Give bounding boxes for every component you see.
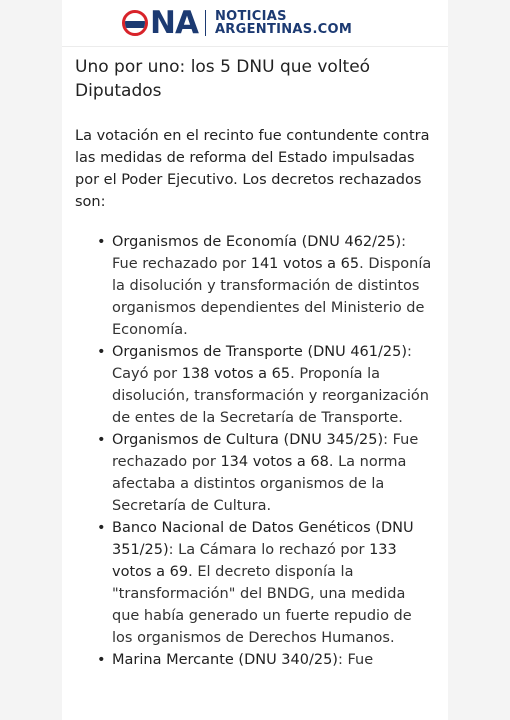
decree-votes: 134 votos a 68	[220, 454, 329, 470]
decree-name: Organismos de Transporte (DNU 461/25)	[112, 344, 408, 360]
decree-description: . Proponía la disolución, transformación y reorganización de entes de la Secretaría de Transporte.	[112, 366, 429, 426]
site-header[interactable]	[62, 0, 448, 47]
decree-pre: : Cayó por	[112, 344, 412, 382]
list-item	[112, 649, 436, 671]
logo-mark: NA	[150, 4, 198, 41]
decree-pre: : La Cámara lo rechazó por	[168, 542, 370, 558]
list-item	[112, 517, 436, 649]
decree-name: Organismos de Economía (DNU 462/25)	[112, 234, 402, 250]
list-item	[112, 429, 436, 517]
logo-line-2: ARGENTINAS.COM	[214, 22, 353, 37]
list-item	[112, 231, 436, 341]
decree-pre: : Fue rechazado por	[112, 234, 407, 272]
article-page	[62, 0, 448, 720]
decree-name: Organismos de Cultura (DNU 345/25)	[112, 432, 384, 448]
logo-globe-icon	[122, 10, 148, 36]
decree-description: . El decreto disponía la "transformación" del BNDG, una medida que había generado un fuerte repudio de los organismos de Derechos Humanos.	[112, 564, 412, 646]
decree-name: Banco Nacional de Datos Genéticos (DNU 351/25)	[112, 520, 414, 558]
decree-description: . La norma afectaba a distintos organismos de la Secretaría de Cultura.	[112, 454, 407, 514]
logo-divider	[205, 10, 206, 36]
decree-list	[75, 231, 436, 671]
logo-wordmark	[215, 10, 352, 36]
bottom-fade	[62, 706, 448, 720]
decree-description: . Disponía la disolución y transformación de distintos organismos dependientes del Ministerio de Economía.	[112, 256, 432, 338]
article-body	[62, 47, 448, 671]
decree-votes: 138 votos a 65	[181, 366, 291, 382]
decree-votes: 133 votos a 69	[112, 542, 397, 580]
list-item	[112, 341, 436, 429]
article-intro: La votación en el recinto fue contundente contra las medidas de reforma del Estado impulsadas por el Poder Ejecutivo. Los decretos rechazados son:	[75, 128, 430, 210]
decree-pre: : Fue	[337, 652, 374, 668]
decree-pre: : Fue rechazado por	[112, 432, 419, 470]
decree-votes: 141 votos a 65	[250, 256, 360, 272]
logo-line-1: NOTICIAS	[214, 9, 287, 24]
decree-name: Marina Mercante (DNU 340/25)	[112, 652, 338, 668]
article-title: Uno por uno: los 5 DNU que volteó Diputados	[75, 57, 371, 101]
